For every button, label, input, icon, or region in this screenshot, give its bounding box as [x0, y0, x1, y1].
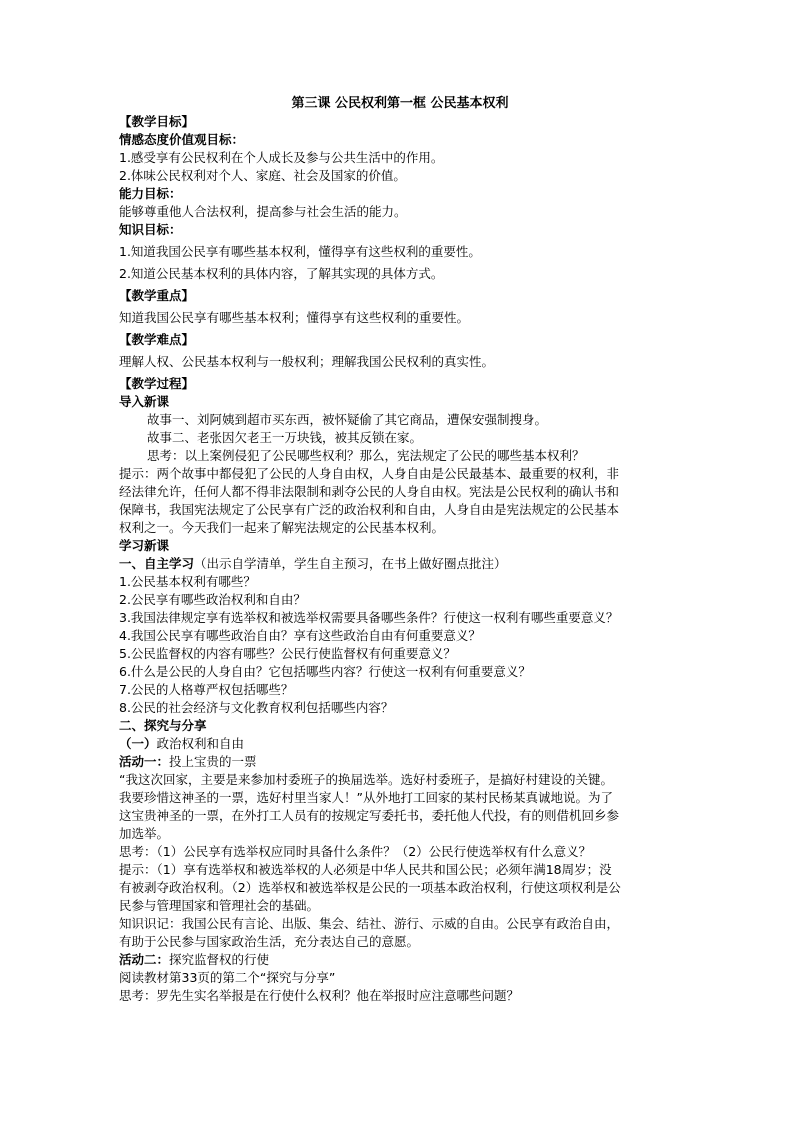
activity-1-line-1: “我这次回家，主要是来参加村委班子的换届选举。选好村委班子，是搞好村建设的关键。: [119, 772, 613, 787]
intro-think: 思考：以上案例侵犯了公民哪些权利？那么，宪法规定了公民的哪些基本权利？: [147, 448, 585, 463]
activity-1-line-3: 这宝贵神圣的一票，在外打工人员有的按规定写委托书，委托他人代投，有的则借机回乡参: [119, 808, 620, 823]
teaching-goals-heading: 【教学目标】: [119, 114, 195, 129]
subsection-1-text: 政治权利和自由: [156, 736, 245, 751]
key-points-text: 知道我国公民享有哪些基本权利；懂得享有这些权利的重要性。: [119, 310, 470, 325]
explore-heading: 二、探究与分享: [119, 718, 207, 733]
activity-2-think: 思考：罗先生实名举报是在行使什么权利？他在举报时应注意哪些问题？: [119, 988, 520, 1003]
question-6: 6.什么是公民的人身自由？它包括哪些内容？行使这一权利有何重要意义？: [119, 664, 531, 679]
knowledge-note-2: 有助于公民参与国家政治生活，充分表达自己的意愿。: [119, 934, 420, 949]
intro-hint-line-1: 提示：两个故事中都侵犯了公民的人身自由权，人身自由是公民最基本、最重要的权利，非: [119, 466, 620, 481]
activity-2-text: 探究监督权的行使: [169, 952, 270, 967]
question-8: 8.公民的社会经济与文化教育权利包括哪些内容？: [119, 700, 394, 715]
self-study-heading: [119, 555, 681, 573]
subsection-1: [119, 735, 681, 753]
activity-1-hint-3: 民参与管理国家和管理社会的基础。: [119, 898, 320, 913]
emotion-goal-1: 1.感受享有公民权利在个人成长及参与公共生活中的作用。: [119, 150, 444, 165]
emotion-goals-heading: 情感态度价值观目标：: [119, 132, 245, 147]
subsection-1-label: （一）: [119, 736, 157, 751]
activity-1-label: 活动一：: [119, 754, 170, 769]
knowledge-note-1: 知识识记：我国公民有言论、出版、集会、结社、游行、示威的自由。公民享有政治自由，: [119, 916, 620, 931]
difficulty-text: 理解人权、公民基本权利与一般权利；理解我国公民权利的真实性。: [119, 354, 495, 369]
knowledge-goal-1: 1.知道我国公民享有哪些基本权利，懂得享有这些权利的重要性。: [119, 244, 481, 259]
story-1: 故事一、刘阿姨到超市买东西，被怀疑偷了其它商品，遭保安强制搜身。: [147, 412, 548, 427]
difficulty-heading: 【教学难点】: [119, 332, 195, 347]
activity-2-read: 阅读教材第33页的第二个“探究与分享”: [119, 970, 336, 985]
knowledge-goal-2: 2.知道公民基本权利的具体内容，了解其实现的具体方式。: [119, 266, 444, 281]
intro-hint-line-4: 权利之一。今天我们一起来了解宪法规定的公民基本权利。: [119, 520, 445, 535]
activity-1-line-2: 我要珍惜这神圣的一票，选好村里当家人！”从外地打工回家的某村民杨某真诚地说。为了: [119, 790, 613, 805]
intro-hint-line-3: 保障书，我国宪法规定了公民享有广泛的政治权利和自由，人身自由是宪法规定的公民基本: [119, 502, 620, 517]
activity-1-text: 投上宝贵的一票: [169, 754, 257, 769]
self-study-note: （出示自学清单，学生自主预习，在书上做好圈点批注）: [194, 556, 507, 571]
key-points-heading: 【教学重点】: [119, 288, 195, 303]
ability-goal: 能够尊重他人合法权利，提高参与社会生活的能力。: [119, 204, 407, 219]
ability-goals-heading: 能力目标：: [119, 186, 182, 201]
question-1: 1.公民基本权利有哪些？: [119, 574, 256, 589]
intro-heading: 导入新课: [119, 394, 170, 409]
question-3: 3.我国法律规定享有选举权和被选举权需要具备哪些条件？行使这一权利有哪些重要意义？: [119, 610, 619, 625]
activity-2-title: [119, 951, 681, 969]
question-4: 4.我国公民享有哪些政治自由？享有这些政治自由有何重要意义？: [119, 628, 481, 643]
emotion-goal-2: 2.体味公民权利对个人、家庭、社会及国家的价值。: [119, 168, 406, 183]
activity-1-title: [119, 753, 681, 771]
self-study-label: 一、自主学习: [119, 556, 195, 571]
lesson-title: 第三课 公民权利第一框 公民基本权利: [291, 96, 509, 111]
activity-1-hint-1: 提示：（1）享有选举权和被选举权的人必须是中华人民共和国公民；必须年满18周岁；没: [119, 862, 612, 877]
intro-hint-line-2: 经法律允许，任何人都不得非法限制和剥夺公民的人身自由权。宪法是公民权利的确认书和: [119, 484, 620, 499]
story-2: 故事二、老张因欠老王一万块钱，被其反锁在家。: [147, 430, 423, 445]
activity-2-label: 活动二：: [119, 952, 170, 967]
activity-1-hint-2: 有被剥夺政治权利。（2）选举权和被选举权是公民的一项基本政治权利，行使这项权利是公: [119, 880, 621, 895]
activity-1-line-4: 加选举。: [119, 826, 170, 841]
activity-1-think: 思考：（1）公民享有选举权应同时具备什么条件？（2）公民行使选举权有什么意义？: [119, 844, 592, 859]
knowledge-goals-heading: 知识目标：: [119, 222, 182, 237]
question-7: 7.公民的人格尊严权包括哪些？: [119, 682, 294, 697]
new-lesson-heading: 学习新课: [119, 538, 170, 553]
question-2: 2.公民享有哪些政治权利和自由？: [119, 592, 306, 607]
document-page: [119, 95, 681, 1005]
process-heading: 【教学过程】: [119, 376, 195, 391]
question-5: 5.公民监督权的内容有哪些？公民行使监督权有何重要意义？: [119, 646, 456, 661]
